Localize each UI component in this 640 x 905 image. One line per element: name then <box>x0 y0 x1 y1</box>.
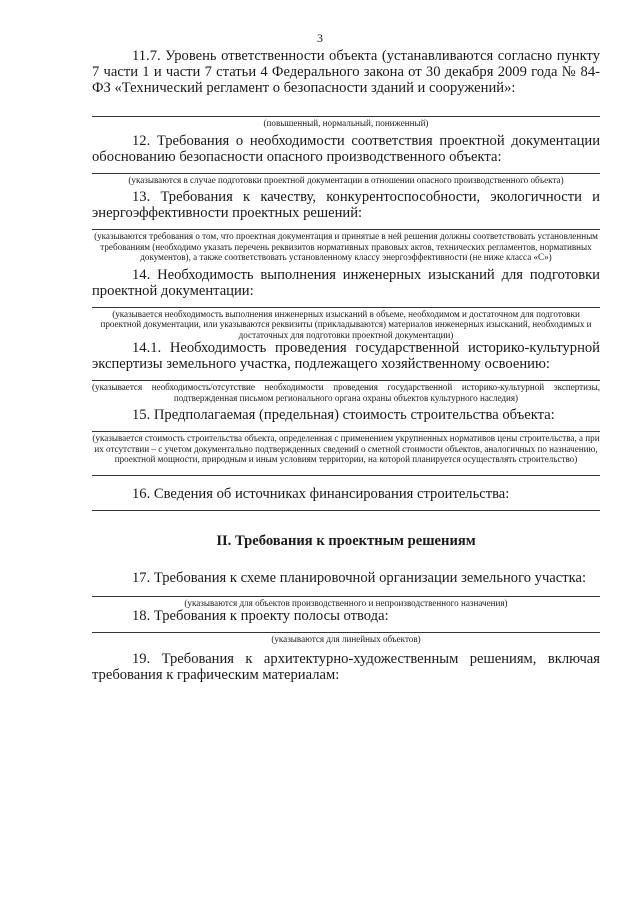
fill-line <box>92 229 600 230</box>
fill-line <box>92 116 600 117</box>
fill-line <box>92 173 600 174</box>
item-11-7: 11.7. Уровень ответственности объекта (устанавливаются согласно пункту 7 части 1 и части 7 статьи 4 Федерального закона от 30 декабря 2009 года № 84-ФЗ «Технический регламент о безопасности зданий и сооружений»: <box>92 48 600 96</box>
fill-line <box>92 307 600 308</box>
item-14-1: 14.1. Необходимость проведения государственной историко-культурной экспертизы земельного участка, подлежащего хозяйственному освоению: <box>92 340 600 372</box>
caption-17: (указываются для объектов производственного и непроизводственного назначения) <box>184 597 508 608</box>
fill-line <box>92 380 600 381</box>
item-17: 17. Требования к схеме планировочной организации земельного участка: <box>132 569 587 586</box>
item-18: 18. Требования к проекту полосы отвода: <box>132 608 389 624</box>
caption-13: (указываются требования о том, что проектная документация и принятые в ней решения должны соответствовать установленным требованиям (необходимо указать перечень реквизитов нормативных правовых актов, технических регламентов, нормативных документов), а также соответствовать установленному классу энергоэффективности (не ниже класса «С») <box>94 231 598 262</box>
fill-line <box>92 632 600 633</box>
fill-line <box>92 596 600 597</box>
page-number: 3 <box>317 31 323 45</box>
caption-18: (указываются для линейных объектов) <box>271 634 421 644</box>
item-15: 15. Предполагаемая (предельная) стоимость строительства объекта: <box>132 407 555 423</box>
fill-line <box>92 431 600 432</box>
item-14: 14. Необходимость выполнения инженерных изысканий для подготовки проектной документации: <box>92 266 600 299</box>
caption-15: (указывается стоимость строительства объекта, определенная с применением укрупненных нормативов цены строительства, а при их отсутствии – с учетом документально подтвержденных сведений о сметной стоимости объектов, аналогичных по назначению, проектной мощности, природным и иным условиям территории, на которой планируется осуществлять строительство) <box>92 433 600 464</box>
caption-14: (указывается необходимость выполнения инженерных изысканий в объеме, необходимом и достаточном для подготовки проектной документации, или указываются реквизиты (прикладываются) материалов инженерных изысканий, необходимых и достаточных для подготовки проектной документации) <box>100 308 592 340</box>
caption-14-1: (указывается необходимость/отсутствие необходимости проведения государственной историко-культурной экспертизы, подтвержденная письмом регионального органа охраны объектов культурного наследия) <box>92 382 600 403</box>
item-13: 13. Требования к качеству, конкурентоспособности, экологичности и энергоэффективности проектных решений: <box>92 189 600 221</box>
section-heading: II. Требования к проектным решениям <box>216 532 476 549</box>
item-19: 19. Требования к архитектурно-художественным решениям, включая требования к графическим материалам: <box>92 650 600 683</box>
item-16: 16. Сведения об источниках финансирования строительства: <box>132 485 510 502</box>
document-body <box>92 48 600 683</box>
caption-12: (указываются в случае подготовки проектной документации в отношении опасного производственного объекта) <box>128 174 564 185</box>
caption-11-7: (повышенный, нормальный, пониженный) <box>263 118 429 128</box>
item-12: 12. Требования о необходимости соответствия проектной документации обоснованию безопасности опасного производственного объекта: <box>92 132 600 165</box>
